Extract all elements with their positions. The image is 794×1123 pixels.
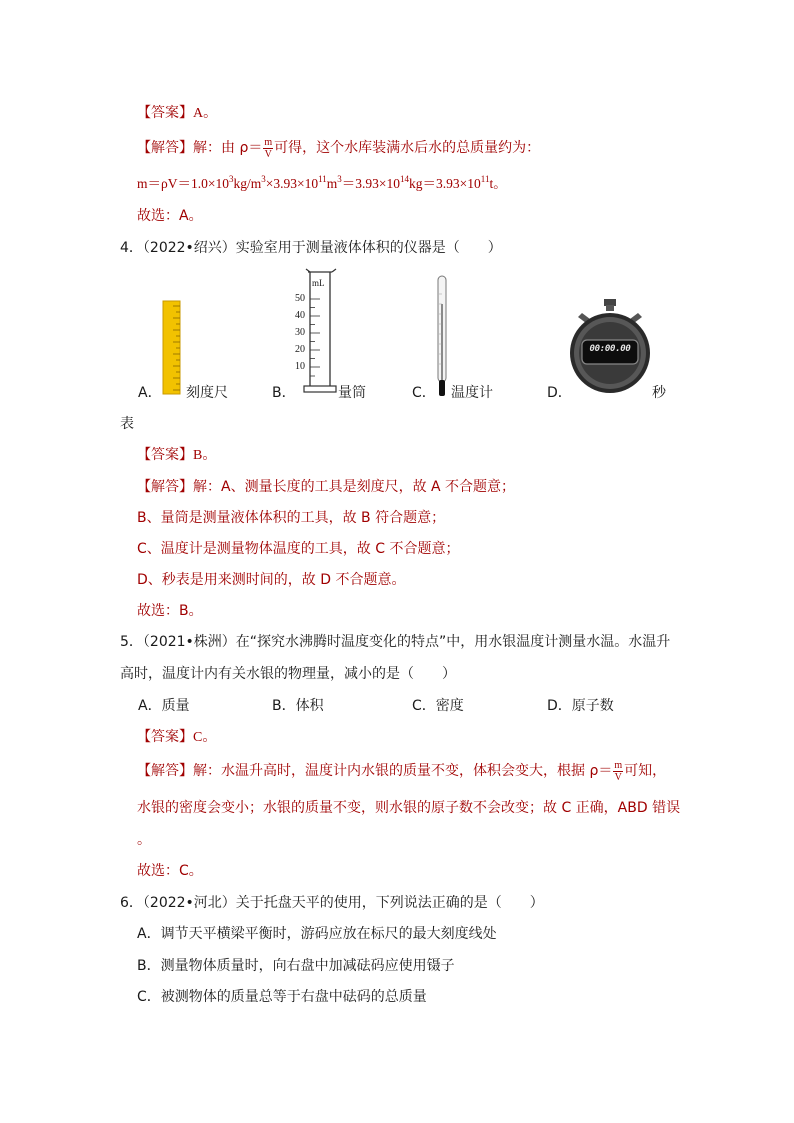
- q5-analysis-2: 水银的密度会变小；水银的质量不变，则水银的原子数不会改变；故 C 正确，ABD 错误: [137, 800, 681, 816]
- q3-answer: [137, 103, 217, 124]
- q4-option-d-text-1: 秒: [652, 385, 666, 401]
- q4-option-b-text: 量筒: [338, 385, 366, 401]
- analysis-text: 解：由 ρ＝: [193, 140, 263, 156]
- q5-option-b: B．体积: [272, 698, 324, 714]
- answer-tag: 【答案】: [137, 105, 193, 121]
- analysis-tag: 【解答】: [137, 479, 193, 495]
- q4-option-c: C．: [412, 385, 436, 401]
- q4-answer: [137, 445, 216, 466]
- q5-stem-2: 高时，温度计内有关水银的物理量，减小的是（ ）: [120, 666, 456, 682]
- answer-value: C。: [193, 730, 217, 745]
- analysis-text: 解：水温升高时，温度计内水银的质量不变，体积会变大，根据 ρ＝: [193, 763, 613, 779]
- calc-exp: 3: [261, 174, 266, 184]
- density-fraction: $\frac{m}{V}$: [264, 136, 273, 160]
- option-letter: A．: [138, 385, 162, 401]
- q5-answer: [137, 727, 216, 748]
- q5-stem-1: 5．（2021•株洲）在“探究水沸腾时温度变化的特点”中，用水银温度计测量水温。水温升: [120, 634, 671, 650]
- q4-choose: 故选：B。: [137, 603, 203, 619]
- calc-part: m＝ρV＝1.0×10: [137, 176, 229, 191]
- calc-exp: 3: [228, 174, 234, 184]
- q4-option-b: B．: [272, 385, 296, 401]
- q4-stem: 4．（2022•绍兴）实验室用于测量液体体积的仪器是（ ）: [120, 240, 502, 256]
- q4-analysis-2: B、量筒是测量液体体积的工具，故 B 符合题意；: [137, 510, 446, 526]
- answer-value: B。: [193, 448, 217, 463]
- stopwatch-display: 00:00.00: [589, 344, 631, 354]
- q4-option-a-text: 刻度尺: [186, 385, 228, 401]
- q5-analysis-3: 。: [137, 832, 151, 848]
- q4-analysis-4: D、秒表是用来测时间的，故 D 不合题意。: [137, 572, 406, 588]
- calc-part: m: [326, 176, 338, 191]
- cylinder-unit-label: mL: [312, 278, 325, 288]
- q3-calculation: [137, 174, 507, 194]
- q4-option-a: [138, 383, 162, 403]
- thermometer-image: [434, 274, 450, 398]
- density-fraction: $\frac{m}{V}$: [614, 759, 623, 783]
- q4-analysis-1: [137, 477, 515, 497]
- cylinder-tick-label: 50: [295, 293, 305, 304]
- calc-part: kg＝3.93×10: [409, 176, 481, 191]
- calc-part: kg/m: [233, 176, 262, 191]
- q4-option-c-text: 温度计: [451, 385, 493, 401]
- q4-analysis-3: C、温度计是测量物体温度的工具，故 C 不合题意；: [137, 541, 460, 557]
- q6-stem: 6．（2022•河北）关于托盘天平的使用，下列说法正确的是（ ）: [120, 895, 544, 911]
- calc-part: ＝3.93×10: [341, 176, 401, 191]
- q4-option-d: D．: [547, 385, 572, 401]
- calc-exp: 11: [318, 174, 327, 184]
- ruler-image: [162, 300, 182, 396]
- answer-tag: 【答案】: [137, 729, 193, 745]
- analysis-text: 解：A、测量长度的工具是刻度尺，故 A 不合题意；: [193, 479, 516, 495]
- calc-part: ×3.93×10: [265, 176, 319, 191]
- q3-analysis: [137, 136, 540, 160]
- q5-analysis-1: [137, 759, 666, 783]
- cylinder-tick-label: 40: [295, 310, 305, 321]
- q6-option-b: B．测量物体质量时，向右盘中加减砝码应使用镊子: [137, 958, 455, 974]
- analysis-tag: 【解答】: [137, 140, 193, 156]
- cylinder-tick-label: 20: [295, 344, 305, 355]
- q5-option-d: D．原子数: [547, 698, 614, 714]
- calc-exp: 11: [480, 174, 490, 184]
- q6-option-a: A．调节天平横梁平衡时，游码应放在标尺的最大刻度线处: [137, 926, 497, 942]
- q4-option-d-text-2: 表: [120, 416, 134, 432]
- calc-part: t。: [489, 176, 507, 191]
- q6-option-c: C．被测物体的质量总等于右盘中砝码的总质量: [137, 989, 427, 1005]
- q5-option-a: A．质量: [138, 698, 190, 714]
- calc-exp: 3: [337, 174, 342, 184]
- answer-value: A。: [193, 106, 218, 121]
- cylinder-tick-label: 10: [295, 361, 305, 372]
- analysis-text: 可知，: [624, 763, 667, 779]
- analysis-tag: 【解答】: [137, 763, 193, 779]
- cylinder-tick-label: 30: [295, 327, 305, 338]
- q3-choose: 故选：A。: [137, 208, 203, 224]
- analysis-text: 可得，这个水库装满水后水的总质量约为：: [274, 140, 541, 156]
- answer-tag: 【答案】: [137, 447, 193, 463]
- calc-exp: 14: [400, 174, 410, 184]
- q5-option-c: C．密度: [412, 698, 464, 714]
- q5-choose: 故选：C。: [137, 863, 203, 879]
